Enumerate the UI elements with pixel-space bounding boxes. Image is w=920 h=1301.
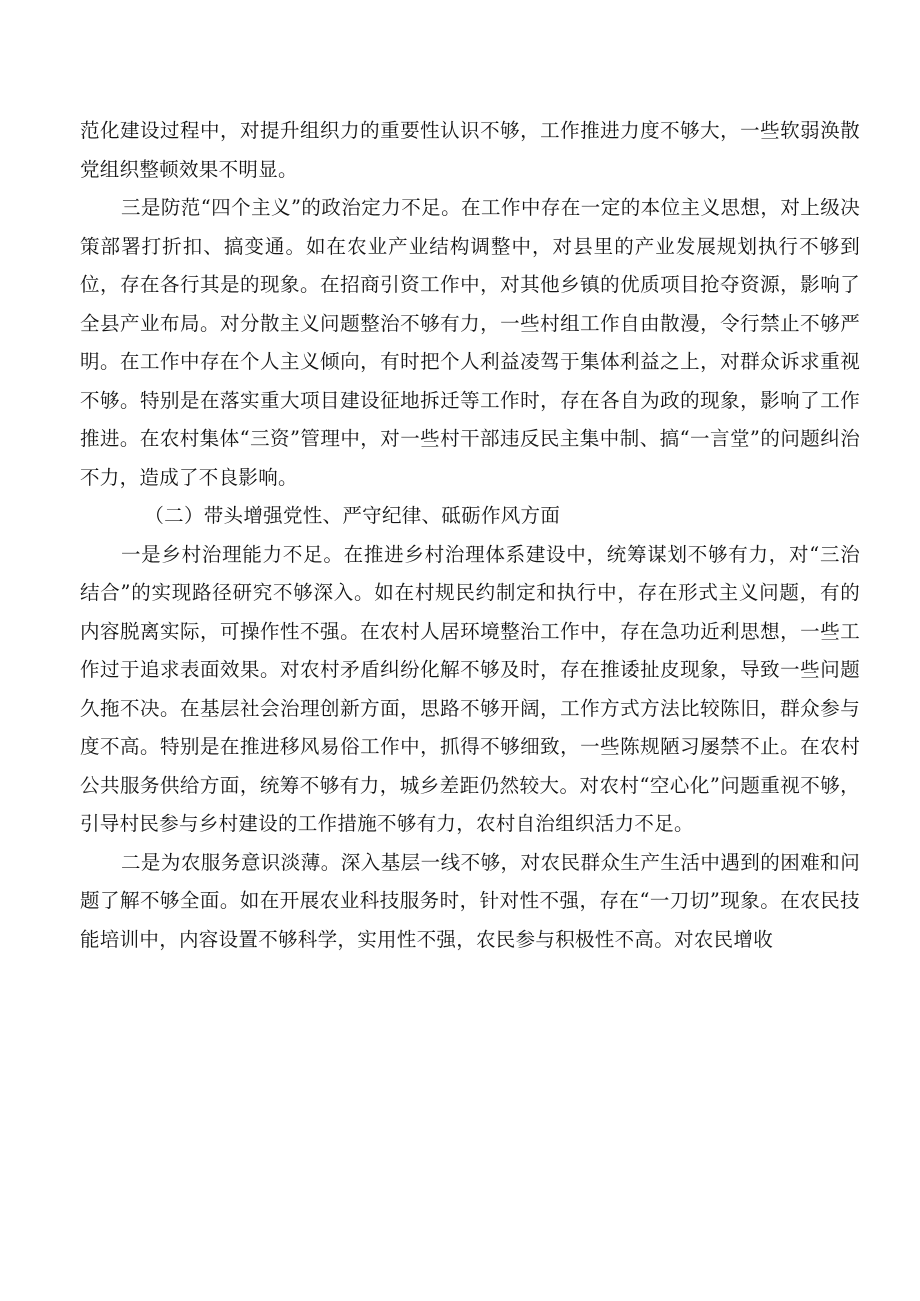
section-heading: （二）带头增强党性、严守纪律、砥砺作风方面 — [144, 504, 561, 527]
paragraph-rural-governance: 一是乡村治理能力不足。在推进乡村治理体系建设中，统筹谋划不够有力，对“三治结合”的实现路径研究不够深入。如在村规民约制定和执行中，存在形式主义问题，有的内容脱离实际，可操作性不强。在农村人居环境整治工作中，存在急功近利思想，一些工作过于追求表面效果。对农村矛盾纠纷化解不够及时，存在推诿扯皮现象，导致一些问题久拖不决。在基层社会治理创新方面，思路不够开阔，工作方式方法比较陈旧，群众参与度不高。特别是在推进移风易俗工作中，抓得不够细致，一些陈规陋习屡禁不止。在农村公共服务供给方面，统筹不够有力，城乡差距仍然较大。对农村“空心化”问题重视不够，引导村民参与乡村建设的工作措施不够有力，农村自治组织活力不足。 — [80, 542, 860, 835]
paragraph-farmer-service: 二是为农服务意识淡薄。深入基层一线不够，对农民群众生产生活中遇到的困难和问题了解不够全面。如在开展农业科技服务时，针对性不强，存在“一刀切”现象。在农民技能培训中，内容设置不够科学，实用性不强，农民参与积极性不高。对农民增收 — [80, 850, 860, 951]
paragraph-political-stance: 三是防范“四个主义”的政治定力不足。在工作中存在一定的本位主义思想，对上级决策部署打折扣、搞变通。如在农业产业结构调整中，对县里的产业发展规划执行不够到位，存在各行其是的现象。在招商引资工作中，对其他乡镇的优质项目抢夺资源，影响了全县产业布局。对分散主义问题整治不够有力，一些村组工作自由散漫，令行禁止不够严明。在工作中存在个人主义倾向，有时把个人利益凌驾于集体利益之上，对群众诉求重视不够。特别是在落实重大项目建设征地拆迁等工作时，存在各自为政的现象，影响了工作推进。在农村集体“三资”管理中，对一些村干部违反民主集中制、搞“一言堂”的问题纠治不力，造成了不良影响。 — [80, 196, 860, 489]
document-page — [80, 112, 860, 959]
paragraph-continued: 范化建设过程中，对提升组织力的重要性认识不够，工作推进力度不够大，一些软弱涣散党组织整顿效果不明显。 — [80, 119, 860, 181]
